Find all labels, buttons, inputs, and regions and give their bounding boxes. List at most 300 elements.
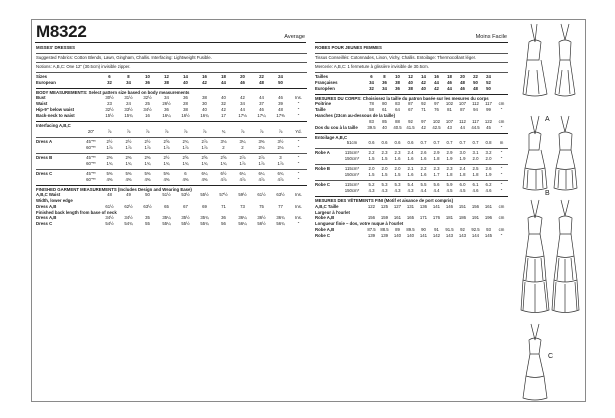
cell-value: 102 (445, 101, 454, 107)
cell-value: 1⅞ (106, 144, 113, 150)
cell-value: ⅞ (278, 128, 283, 134)
finished-measurements-title: MESURES DES VÊTEMENTS FINI (Motif et aisance de port compris) (315, 198, 453, 203)
cell-value: 18 (447, 73, 452, 79)
divider (315, 180, 508, 181)
cell-value: 171 (419, 215, 428, 221)
cell-value: 181 (445, 215, 454, 221)
cell-value: 48 (278, 107, 283, 113)
cell-value: 6 (370, 73, 373, 79)
cell-value: 1¾ (163, 160, 170, 166)
unit: " (500, 182, 503, 188)
cell-value: 2.9 (433, 150, 440, 156)
cell-value: 1⅞ (125, 144, 132, 150)
row-label: Dress C (36, 221, 53, 227)
cell-value: 143 (445, 232, 454, 238)
cell-value: 56¼ (238, 221, 247, 227)
cell-value: 73 (240, 203, 245, 209)
cell-value: 2½ (144, 138, 151, 144)
unit: " (297, 154, 300, 160)
cell-value: 3.2 (485, 150, 492, 156)
table-row (36, 139, 307, 145)
cell-value: 1.8 (446, 172, 453, 178)
cell-value: 36 (183, 95, 188, 101)
row-label: Back-neck to waist (36, 113, 75, 119)
pattern-number: M8322 (36, 22, 87, 41)
table-row (36, 113, 307, 119)
cell-value: 1.6 (407, 156, 414, 162)
cell-value: 61½ (257, 192, 266, 198)
cell-value: 16 (145, 113, 150, 119)
cell-value: 36¾ (276, 215, 285, 221)
cell-value: 6 (184, 170, 187, 176)
cell-value: 48 (259, 79, 264, 85)
cell-value: 4.3 (394, 188, 401, 194)
french-header (315, 21, 508, 43)
unit: Ins. (295, 215, 302, 221)
cell-value: 2⅜ (144, 154, 151, 160)
cell-value: 141 (419, 232, 428, 238)
cell-value: 0.7 (472, 140, 479, 146)
cell-value: 4⅞ (277, 176, 284, 182)
table-row (36, 177, 307, 183)
cell-value: 80 (382, 101, 387, 107)
cell-value: 4.6 (472, 188, 479, 194)
finished-measurements-title: FINISHED GARMENT MEASUREMENTS (Includes Design and Wearing Ease) (36, 186, 192, 192)
table-row (36, 101, 307, 107)
row-label: Bust (36, 95, 46, 101)
cell-value: 24 (486, 73, 491, 79)
cell-value: 2.6 (420, 150, 427, 156)
divider (315, 164, 508, 165)
cell-value: 30 (202, 101, 207, 107)
fabric-width: 60"** (86, 160, 96, 166)
unit: Yd. (295, 128, 302, 134)
table-row (315, 74, 508, 80)
cell-value: 35½ (181, 215, 190, 221)
cell-value: 42.5 (432, 124, 441, 130)
cell-value: 35 (145, 215, 150, 221)
dress-sketches (517, 20, 587, 403)
divider (36, 72, 307, 73)
cell-value: 83 (369, 118, 374, 124)
cell-value: 42 (421, 124, 426, 130)
cell-value: 1.5 (368, 156, 375, 162)
cell-value: 69 (202, 203, 207, 209)
cell-value: 161 (484, 203, 493, 209)
cell-value: 17⅛ (238, 113, 247, 119)
view-b-back-sketch (554, 116, 577, 190)
row-label: Sizes (36, 73, 47, 79)
cell-value: 1⅞ (163, 144, 170, 150)
table-row (315, 233, 508, 239)
cell-value: 93 (486, 226, 491, 232)
cell-value: 1⅞ (144, 144, 151, 150)
cell-value: 2⅞ (258, 154, 265, 160)
cell-value: 50 (145, 192, 150, 198)
row-label: Européen (315, 85, 335, 91)
cell-value: 161 (393, 215, 402, 221)
cell-value: 8 (127, 73, 130, 79)
unit: cm (498, 101, 505, 107)
cell-value: ⅞ (183, 128, 188, 134)
fabric-width: 115cm* (344, 150, 360, 156)
cell-value: 141 (432, 203, 441, 209)
table-row (315, 227, 508, 233)
cell-value: 186 (458, 215, 467, 221)
table-row (315, 140, 508, 146)
cell-value: 0.7 (420, 140, 427, 146)
cell-value: 2½ (163, 154, 170, 160)
cell-value: 16½ (181, 113, 190, 119)
cell-value: 2⅝ (220, 154, 227, 160)
cell-value: 4⅞ (239, 176, 246, 182)
table-row (36, 161, 307, 167)
cell-value: 55¼ (162, 221, 171, 227)
cell-value: 67 (183, 203, 188, 209)
row-label: Dos du cou à la taille (315, 124, 358, 130)
cell-value: 4⅞ (220, 176, 227, 182)
cell-value: 4⅜ (106, 176, 113, 182)
cell-value: 59½ (238, 192, 247, 198)
cell-value: 2 (222, 144, 225, 150)
cell-value: 2.4 (407, 150, 414, 156)
table-row (315, 182, 508, 188)
divider (315, 94, 508, 95)
cell-value: 2.0 (368, 166, 375, 172)
table-row (36, 107, 307, 113)
view-a-front-sketch (523, 24, 547, 96)
cell-value: 46 (460, 85, 465, 91)
cell-value: 145 (484, 232, 493, 238)
view-c-back-sketch (552, 200, 579, 313)
row-label: Poitrine (315, 101, 331, 107)
cell-value: 2.0 (394, 166, 401, 172)
unit: " (500, 232, 503, 238)
row-label: Dress B (36, 154, 53, 160)
cell-value: 36 (395, 85, 400, 91)
cell-value: 2.0 (485, 156, 492, 162)
cell-value: 32 (107, 79, 112, 85)
divider (36, 137, 307, 138)
cell-value: 34 (240, 101, 245, 107)
cell-value: 125 (380, 203, 389, 209)
cell-value: 0.6 (394, 140, 401, 146)
cell-value: 23 (107, 101, 112, 107)
cell-value: 40 (202, 107, 207, 113)
cell-value: 92 (408, 118, 413, 124)
cell-value: 142 (432, 232, 441, 238)
cell-value: 90 (421, 226, 426, 232)
cell-value: 1.9 (446, 156, 453, 162)
cell-value: 4.5 (459, 188, 466, 194)
cell-value: 12 (164, 73, 169, 79)
cell-value: 85 (382, 118, 387, 124)
cell-value: 4⅜ (144, 176, 151, 182)
unit: " (500, 166, 503, 172)
cell-value: 3⅛ (220, 138, 227, 144)
row-label: Taille (315, 107, 326, 113)
cell-value: 0.7 (446, 140, 453, 146)
cell-value: 15½ (105, 113, 114, 119)
section-title: ROBES POUR JEUNES FEMMES (315, 45, 382, 50)
cell-value: 28 (183, 101, 188, 107)
cell-value: 3⅜ (258, 138, 265, 144)
cell-value: 1.5 (381, 172, 388, 178)
cell-value: 54¾ (124, 221, 133, 227)
cell-value: 1¾ (106, 160, 113, 166)
cell-value: 2.0 (472, 156, 479, 162)
row-label: Tailles (315, 73, 329, 79)
fabric-width: 60"** (86, 144, 96, 150)
cell-value: 24 (278, 73, 283, 79)
cell-value: 1.9 (485, 172, 492, 178)
cell-value: 71 (221, 203, 226, 209)
cell-value: 2⅞ (239, 154, 246, 160)
cell-value: 1.5 (381, 156, 388, 162)
cell-value: 1⅞ (239, 160, 246, 166)
divider (315, 148, 508, 149)
french-column (315, 45, 508, 239)
table-row (36, 95, 307, 101)
cell-value: 14 (421, 73, 426, 79)
cell-value: 5.3 (381, 182, 388, 188)
cell-value: 40 (421, 85, 426, 91)
cell-value: 2¾ (182, 138, 189, 144)
cell-value: 2⅜ (125, 154, 132, 160)
table-row (315, 156, 508, 162)
cell-value: 156 (367, 215, 376, 221)
divider (315, 72, 508, 73)
cell-value: 20 (460, 73, 465, 79)
cell-value: 156 (471, 203, 480, 209)
unit: " (500, 156, 503, 162)
cell-value: 6.0 (459, 182, 466, 188)
cell-value: 4⅜ (182, 176, 189, 182)
cell-value: 127 (393, 203, 402, 209)
cell-value: 48 (107, 192, 112, 198)
cell-value: 146 (445, 203, 454, 209)
cell-value: 102 (432, 118, 441, 124)
cell-value: 89.5 (406, 226, 415, 232)
cell-value: 176 (432, 215, 441, 221)
cell-value: 55½ (181, 221, 190, 227)
cell-value: 63½ (143, 203, 152, 209)
cell-value: 63½ (276, 192, 285, 198)
fabric-width: 20" (87, 128, 95, 134)
cell-value: 6.2 (485, 182, 492, 188)
cell-value: 6¾ (277, 170, 284, 176)
interfacing-title: Interfacing A,B,C (36, 123, 71, 128)
cell-value: 3½ (277, 138, 284, 144)
cell-value: 4⅞ (258, 176, 265, 182)
divider (315, 53, 508, 54)
cell-value: 112 (472, 101, 479, 107)
cell-value: 2.3 (433, 166, 440, 172)
unit: " (297, 160, 300, 166)
body-measurements-title: MESURES DU CORPS: Choisissez la taille du patron basée sur les mesures du corps (315, 95, 489, 101)
cell-value: 1.9 (459, 156, 466, 162)
cell-value: 44.5 (471, 124, 480, 130)
cell-value: 78 (369, 101, 374, 107)
cell-value: 36½ (257, 215, 266, 221)
cell-value: 64 (395, 107, 400, 113)
cell-value: 6.1 (472, 182, 479, 188)
table-row (315, 188, 508, 194)
cell-value: 56 (221, 221, 226, 227)
cell-value: 2.4 (459, 166, 466, 172)
cell-value: 55 (145, 221, 150, 227)
cell-value: 65 (164, 203, 169, 209)
cell-value: 131 (406, 203, 415, 209)
table-row (36, 80, 307, 86)
cell-value: 44 (434, 79, 439, 85)
unit: " (500, 188, 503, 194)
divider (315, 133, 508, 134)
cell-value: 2.6 (485, 166, 492, 172)
cell-value: 57½ (219, 192, 228, 198)
cell-value: 143 (458, 232, 467, 238)
cell-value: 48 (460, 79, 465, 85)
fabric-width: 45"** (86, 170, 96, 176)
divider (315, 62, 508, 63)
cell-value: 2.2 (368, 150, 375, 156)
cell-value: 76 (434, 107, 439, 113)
unit: " (500, 150, 503, 156)
cell-value: 12 (408, 73, 413, 79)
cell-value: 1¾ (201, 160, 208, 166)
cell-value: 34 (126, 79, 131, 85)
cell-value: 5.9 (446, 182, 453, 188)
unit: " (500, 107, 503, 113)
row-label: Robe C (315, 232, 331, 238)
cell-value: 196 (484, 215, 493, 221)
cell-value: 36 (221, 215, 226, 221)
unit: " (297, 113, 300, 119)
cell-value: 17 (221, 113, 226, 119)
cell-value: 2⅝ (163, 138, 170, 144)
unit: " (297, 144, 300, 150)
cell-value: 50 (486, 85, 491, 91)
cell-value: 67 (408, 107, 413, 113)
cell-value: 0.6 (407, 140, 414, 146)
cell-value: ⅞ (164, 128, 169, 134)
cell-value: 3 (279, 154, 282, 160)
cell-value: 6¼ (258, 170, 265, 176)
cell-value: 2 (241, 144, 244, 150)
cell-value: 41.5 (406, 124, 415, 130)
cell-value: 2⅜ (106, 154, 113, 160)
cell-value: 45 (486, 124, 491, 130)
view-c-front-sketch (521, 200, 549, 313)
body-measurements-title: BODY MEASUREMENTS: Select pattern size based on body measurements (36, 89, 190, 95)
view-a-back-sketch (555, 24, 575, 96)
cell-value: 77 (278, 203, 283, 209)
cell-value: 20 (240, 73, 245, 79)
cell-value: 89 (395, 226, 400, 232)
divider (36, 185, 307, 186)
cell-value: 122 (484, 118, 493, 124)
cell-value: 71 (421, 107, 426, 113)
cell-value: 44 (221, 79, 226, 85)
cell-value: 4.3 (381, 188, 388, 194)
cell-value: 2⅝ (182, 154, 189, 160)
cell-value: 92 (460, 226, 465, 232)
cell-value: 75 (259, 203, 264, 209)
table-row (36, 145, 307, 151)
cell-value: 56¾ (276, 221, 285, 227)
row-label: Dress A,B (36, 203, 57, 209)
cell-value: 14 (183, 73, 188, 79)
cell-value: 1⅞ (258, 160, 265, 166)
fabric-width: 51cm (346, 140, 358, 146)
cell-value: 6¼ (239, 170, 246, 176)
cell-value: 10 (145, 73, 150, 79)
cell-value: 1.8 (459, 172, 466, 178)
cell-value: 36¼ (238, 215, 247, 221)
unit: " (297, 107, 300, 113)
fabric-width: 150cm* (344, 188, 360, 194)
cell-value: 5⅜ (125, 170, 132, 176)
table-row (315, 86, 508, 92)
row-label: Dress C (36, 170, 53, 176)
fabric-width: 150cm* (344, 156, 360, 162)
cell-value: 94 (473, 107, 478, 113)
cell-value: 0.8 (485, 140, 492, 146)
cell-value: 1¾ (125, 160, 132, 166)
cell-value: 52 (486, 79, 491, 85)
cell-value: 16 (202, 73, 207, 79)
english-header (35, 21, 306, 43)
cell-value: 2⅝ (201, 154, 208, 160)
fabric-width: 150cm* (344, 172, 360, 178)
cell-value: 38 (395, 79, 400, 85)
cell-value: 5.3 (394, 182, 401, 188)
cell-value: 159 (380, 215, 389, 221)
cell-value: 18 (221, 73, 226, 79)
cell-value: 6¼ (201, 170, 208, 176)
cell-value: 1.5 (368, 172, 375, 178)
cell-value: 4⅜ (125, 176, 132, 182)
cell-value: 44 (460, 124, 465, 130)
cell-value: 4.4 (433, 188, 440, 194)
cell-value: 56½ (257, 221, 266, 227)
cell-value: 2.3 (446, 166, 453, 172)
cell-value: 1.8 (472, 172, 479, 178)
width-lower-edge: Width, lower edge (36, 198, 73, 203)
table-row (36, 171, 307, 177)
divider (36, 121, 307, 122)
cell-value: 91 (434, 226, 439, 232)
cell-value: 140 (406, 232, 415, 238)
cell-value: 87 (460, 107, 465, 113)
cell-value: 26½ (162, 101, 171, 107)
cell-value: 42 (421, 79, 426, 85)
divider (36, 153, 307, 154)
cell-value: 61 (382, 107, 387, 113)
unit: cm (498, 215, 505, 221)
cell-value: 83 (395, 101, 400, 107)
cell-value: 2⅛ (258, 144, 265, 150)
cell-value: 112 (459, 118, 466, 124)
cell-value: 44 (240, 107, 245, 113)
cell-value: 6½ (220, 170, 227, 176)
cell-value: 40 (382, 124, 387, 130)
cell-value: 97 (421, 118, 426, 124)
unit: cm (498, 203, 505, 209)
cell-value: 32 (221, 101, 226, 107)
cell-value: 139 (367, 232, 376, 238)
table-row (36, 155, 307, 161)
